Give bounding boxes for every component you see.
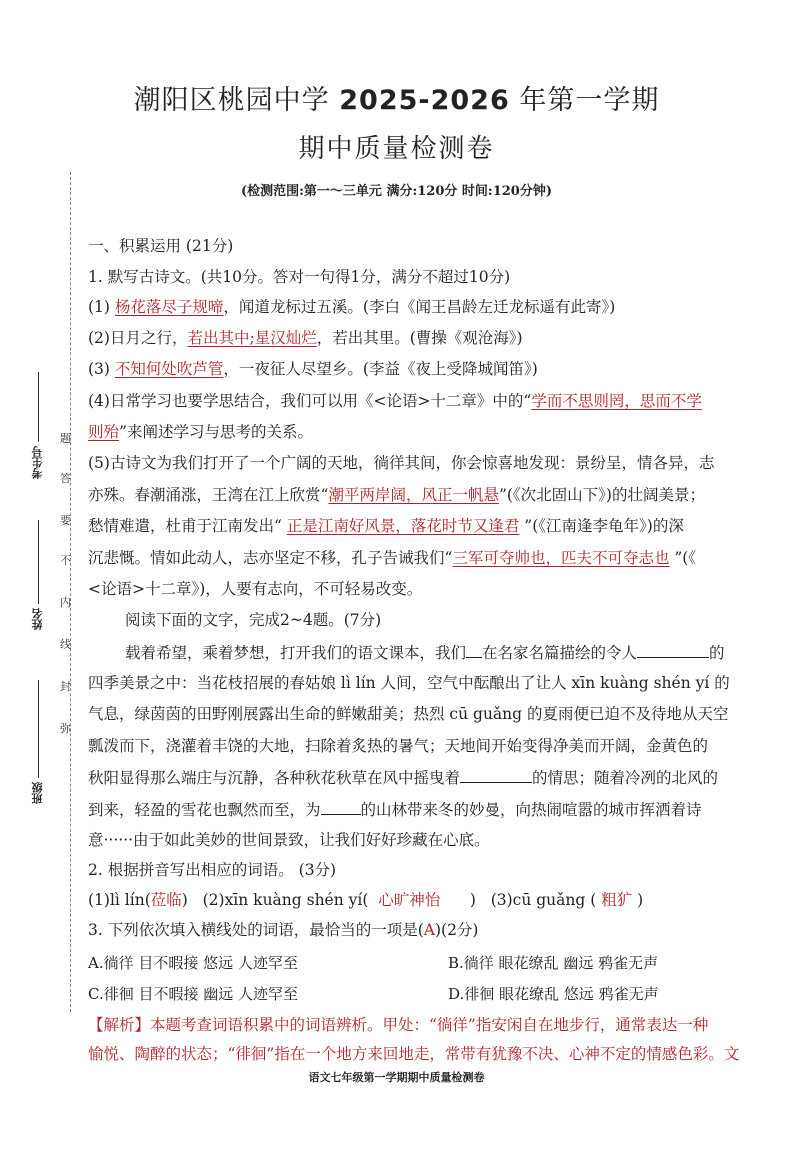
q3-stem: 3. 下列依次填入横线处的词语，最恰当的一项是(A)(2分) bbox=[88, 921, 479, 939]
option-a: A.徜徉 目不暇接 悠远 人迹罕至 bbox=[88, 954, 298, 972]
passage-line: 四季美景之中：当花枝招展的春姑娘 lì lín 人间，空气中酝酿出了让人 xīn kuàng shén yí 的 bbox=[88, 674, 730, 692]
margin-char: 题 bbox=[60, 432, 71, 445]
q1-line-4: (4)日常学习也要学思结合，我们可以用《<论语>十二章》中的“学而不思则罔，思而不学 bbox=[88, 392, 702, 410]
seal-line bbox=[70, 172, 71, 1012]
margin-char: 封 bbox=[60, 680, 71, 693]
q1-line-5b: 亦殊。春潮涌涨，王湾在江上欣赏“潮平两岸阔，风正一帆悬”(《次北固山下》)的壮阔美景； bbox=[88, 486, 705, 504]
answer: 则殆 bbox=[88, 423, 120, 441]
fill-blank[interactable] bbox=[637, 642, 709, 658]
option-d: D.徘徊 眼花缭乱 悠远 鸦雀无声 bbox=[448, 985, 659, 1003]
q1-line-5d: 沉悲慨。情如此动人，志亦坚定不移，孔子告诫我们“三军可夺帅也，匹夫不可夺志也 ”(《 bbox=[88, 549, 697, 567]
q2-answers: (1)lì lín(莅临) (2)xīn kuàng shén yí( 心旷神怡 ) (3)cū guǎng ( 粗犷 ) bbox=[88, 891, 644, 909]
option-c: C.徘徊 目不暇接 幽远 人迹罕至 bbox=[88, 985, 299, 1003]
q1-line-4b: 则殆”来阐述学习与思考的关系。 bbox=[88, 423, 313, 441]
margin-char: 线 bbox=[60, 638, 71, 651]
exam-title: 潮阳区桃园中学 2025-2026 年第一学期 bbox=[133, 85, 660, 116]
reading-intro: 阅读下面的文字，完成2~4题。(7分) bbox=[125, 611, 382, 629]
answer: 学而不思则罔，思而不学 bbox=[531, 392, 702, 410]
q2-stem: 2. 根据拼音写出相应的词语。 (3分) bbox=[88, 861, 337, 879]
exam-subtitle: 期中质量检测卷 bbox=[298, 134, 495, 164]
passage-line: 到来，轻盈的雪花也飘然而至，为 的山林带来冬的妙曼，向热闹喧嚣的城市挥洒着诗 bbox=[88, 801, 702, 819]
margin-char: 不 bbox=[60, 554, 71, 567]
answer: 不知何处吹芦管 bbox=[114, 360, 224, 378]
answer: 心旷神怡 bbox=[378, 891, 441, 909]
answer: 杨花落尽子规啼 bbox=[114, 298, 224, 316]
fill-blank[interactable] bbox=[466, 642, 482, 658]
class-label: 班级 bbox=[31, 782, 44, 804]
q1-line-3: (3) 不知何处吹芦管，一夜征人尽望乡。(李益《夜上受降城闻笛》) bbox=[88, 360, 538, 378]
margin-char: 内 bbox=[60, 596, 71, 609]
name-line bbox=[38, 520, 39, 604]
margin-char: 要 bbox=[60, 514, 71, 527]
answer: 正是江南好风景，落花时节又逢君 bbox=[286, 517, 520, 535]
answer: A bbox=[423, 921, 435, 939]
passage-line: 秋阳显得那么端庄与沉静，各种秋花秋草在风中摇曳着 的情思；随着冷冽的北风的 bbox=[88, 769, 719, 787]
margin-char: 弥 bbox=[60, 722, 71, 735]
fill-blank[interactable] bbox=[460, 767, 532, 783]
passage-line: 气息，绿茵茵的田野刚展露出生命的鲜嫩甜美；热烈 cū guǎng 的夏雨便已迫不及待地从天空 bbox=[88, 705, 729, 723]
exam-no-label: 考生号 bbox=[31, 446, 44, 479]
q1-line-2: (2)日月之行，若出其中;星汉灿烂，若出其里。(曹操《观沧海》) bbox=[88, 329, 523, 347]
section-heading: 一、积累运用 (21分) bbox=[88, 237, 234, 255]
margin-char: 答 bbox=[60, 472, 71, 485]
class-line bbox=[38, 680, 39, 778]
page-footer: 语文七年级第一学期期中质量检测卷 bbox=[308, 1071, 485, 1084]
passage-line: 载着希望，乘着梦想，打开我们的语文课本，我们 在名家名篇描绘的令人 的 bbox=[125, 644, 725, 662]
option-b: B.徜徉 眼花缭乱 幽远 鸦雀无声 bbox=[448, 954, 659, 972]
q1-line-5a: (5)古诗文为我们打开了一个广阔的天地，徜徉其间，你会惊喜地发现：景纷呈，情各异，志 bbox=[88, 454, 715, 472]
q1-line-5e: <论语>十二章》)，人要有志向，不可轻易改变。 bbox=[88, 580, 423, 598]
answer: 莅临 bbox=[150, 891, 182, 909]
passage-line: 瓢泼而下，浇灌着丰饶的大地，扫除着炙热的暑气；天地间开始变得净美而开阔，金黄色的 bbox=[88, 737, 709, 755]
q1-line-1: (1) 杨花落尽子规啼，闻道龙标过五溪。(李白《闻王昌龄左迁龙标遥有此寄》) bbox=[88, 298, 616, 316]
answer: 三军可夺帅也，匹夫不可夺志也 bbox=[452, 549, 670, 567]
analysis-line: 【解析】本题考查词语积累中的词语辨析。甲处：“徜徉”指安闲自在地步行，通常表达一种 bbox=[88, 1016, 709, 1034]
name-label: 姓名 bbox=[31, 608, 44, 630]
answer: 粗犷 bbox=[601, 891, 633, 909]
passage-line: 意······由于如此美妙的世间景致，让我们好好珍藏在心底。 bbox=[88, 831, 490, 849]
analysis-line: 愉悦、陶醉的状态；“徘徊”指在一个地方来回地走，常带有犹豫不决、心神不定的情感色彩。文 bbox=[88, 1045, 740, 1063]
exam-scope: (检测范围:第一～三单元 满分:120分 时间:120分钟) bbox=[240, 184, 553, 199]
fill-blank[interactable] bbox=[321, 799, 361, 815]
q1-stem: 1. 默写古诗文。(共10分。答对一句得1分，满分不超过10分) bbox=[88, 268, 511, 286]
answer: 若出其中;星汉灿烂 bbox=[187, 329, 317, 347]
q1-line-5c: 愁情难遣，杜甫于江南发出“ 正是江南好风景，落花时节又逢君 ”(《江南逢李龟年》)的深 bbox=[88, 517, 684, 535]
exam-no-line bbox=[38, 372, 39, 442]
answer: 潮平两岸阔，风正一帆悬 bbox=[328, 486, 499, 504]
